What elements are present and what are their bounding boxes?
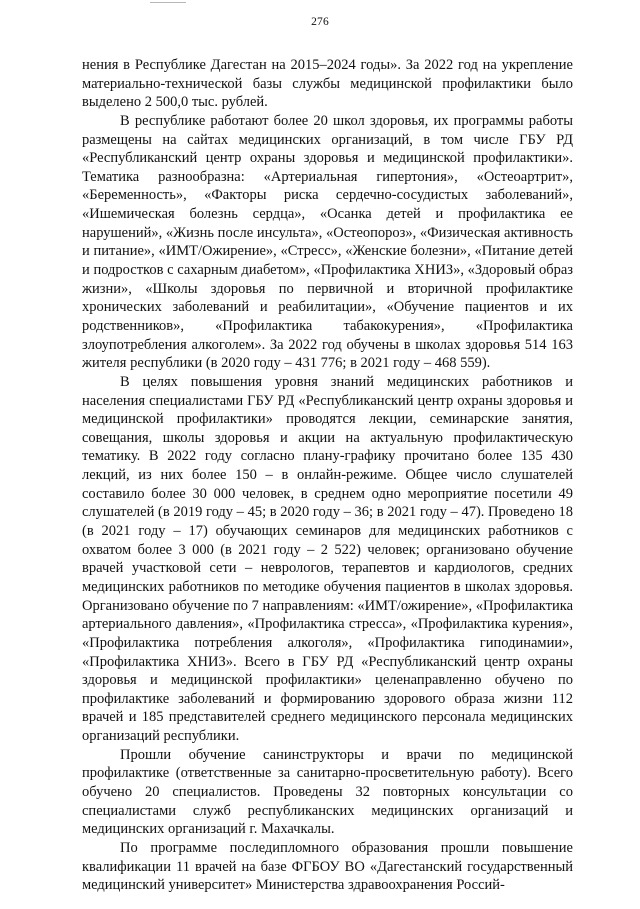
paragraph-health-schools: В республике работают более 20 школ здоровья, их программы работы размещены на сайтах медицинских организаций, в том числе ГБУ РД «Республиканский центр охраны здоровья и медицинской профилактики». Тематика разнообразна: «Артериальная гипертония», «Остеоартрит», «Беременность», «Факторы риска сердечно-сосудистых заболеваний», «Ишемическая болезнь сердца», «Осанка детей и профилактика ее нарушений», «Жизнь после инсульта», «Остеопороз», «Физическая активность и питание», «ИМТ/Ожирение», «Стресс», «Женские болезни», «Питание детей и подростков с сахарным диабетом», «Профилактика ХНИЗ», «Здоровый образ жизни», «Школы здоровья по первичной и вторичной профилактике хронических заболеваний и реабилитации», «Обучение пациентов и их родственников», «Профилактика табакокурения», «Профилактика злоупотребления алкоголем». За 2022 год обучены в школах здоровья 514 163 жителя республики (в 2020 году – 431 776; в 2021 году – 468 559). [82,112,573,372]
scan-artifact-line [150,2,186,3]
page-number: 276 [311,16,329,28]
document-body [82,56,573,895]
paragraph-continuation: нения в Республике Дагестан на 2015–2024 годы». За 2022 год на укрепление материально-технической базы службы медицинской профилактики было выделено 2 500,0 тыс. рублей. [82,57,573,111]
paragraph-sanitary-instructors: Прошли обучение санинструкторы и врачи по медицинской профилактике (ответственные за санитарно-просветительную работу). Всего обучено 20 специалистов. Проведены 32 повторных консультации со специалистами служб республиканских медицинских организаций и медицинских организаций г. Махачкалы. [82,746,573,838]
paragraph-postgraduate-education: По программе последипломного образования прошли повышение квалификации 11 врачей на базе ФГБОУ ВО «Дагестанский государственный медицинский университет» Министерства здравоохранения Россий- [82,839,573,894]
paragraph-lectures-training: В целях повышения уровня знаний медицинских работников и населения специалистами ГБУ РД «Республиканский центр охраны здоровья и медицинской профилактики» проводятся лекции, семинарские занятия, совещания, школы здоровья и акции на актуальную профилактическую тематику. В 2022 году согласно плану-графику прочитано более 135 430 лекций, из них более 150 – в онлайн-режиме. Общее число слушателей составило более 30 000 человек, в среднем одно мероприятие посетили 49 слушателей (в 2019 году – 45; в 2020 году – 36; в 2021 году – 47). Проведено 18 (в 2021 году – 17) обучающих семинаров для медицинских работников с охватом более 3 000 (в 2021 году – 2 522) человек; организовано обучение врачей участковой сети – неврологов, терапевтов и кардиологов, средних медицинских работников по методике обучения пациентов в школах здоровья. Организовано обучение по 7 направлениям: «ИМТ/ожирение», «Профилактика артериального давления», «Профилактика стресса», «Профилактика курения», «Профилактика потребления алкоголя», «Профилактика гиподинамии», «Профилактика ХНИЗ». Всего в ГБУ РД «Республиканский центр охраны здоровья и медицинской профилактики» целенаправленно обучено по профилактике заболеваний и формированию здорового образа жизни 112 врачей и 185 представителей среднего медицинского персонала медицинских организаций республики. [82,373,573,745]
